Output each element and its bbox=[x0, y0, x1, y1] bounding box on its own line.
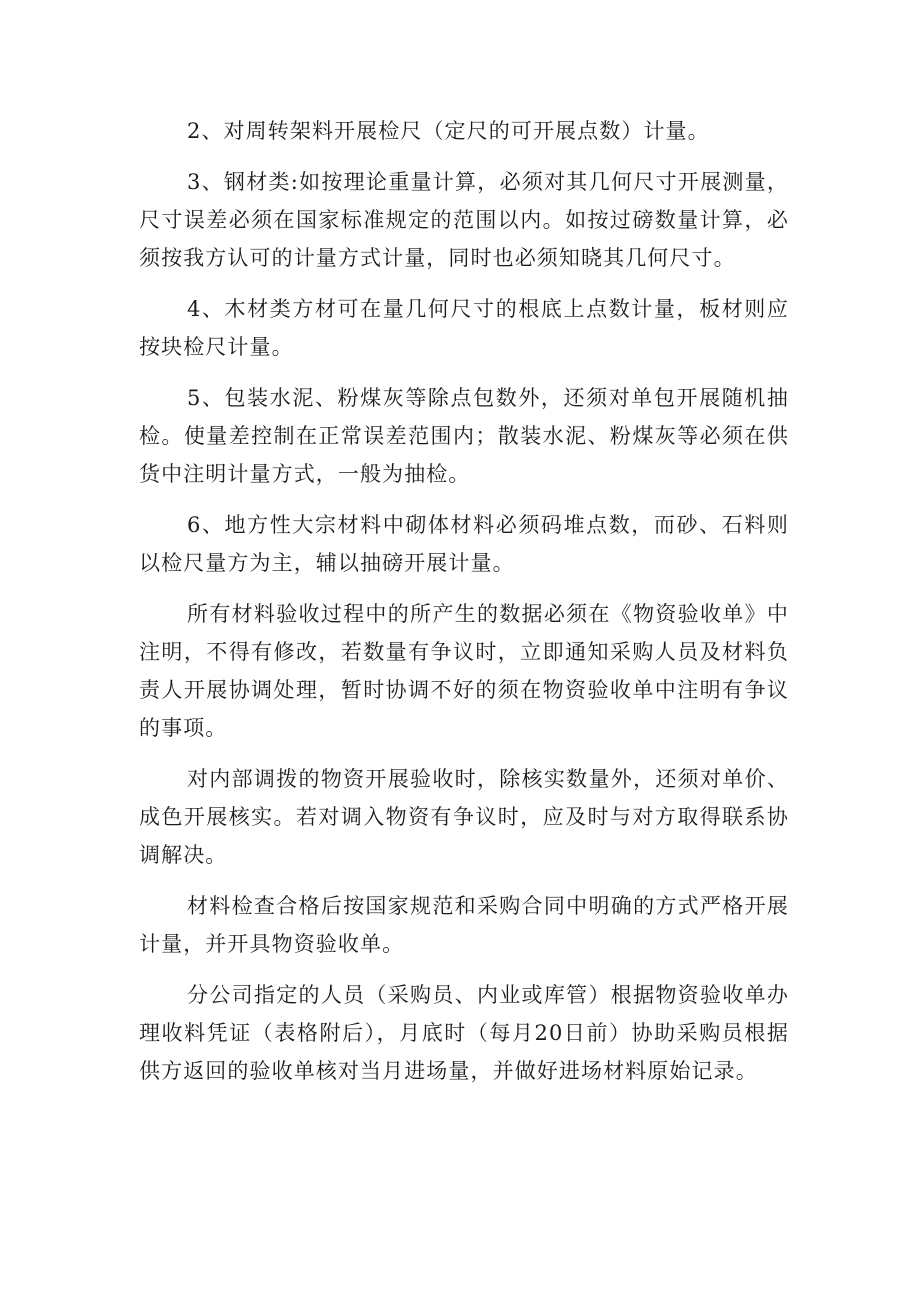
paragraph-receipt-voucher: 分公司指定的人员（采购员、内业或库管）根据物资验收单办理收料凭证（表格附后），月底时（每月20日前）协助采购员根据供方返回的验收单核对当月进场量，并做好进场材料原始记录。 bbox=[139, 983, 789, 1083]
document-body bbox=[139, 112, 789, 1103]
paragraph-acceptance-records: 所有材料验收过程中的所产生的数据必须在《物资验收单》中注明，不得有修改，若数量有争议时，立即通知采购人员及材料负责人开展协调处理，暂时协调不好的须在物资验收单中注明有争议的事项。 bbox=[139, 602, 789, 740]
paragraph-item-2: 2、对周转架料开展检尺（定尺的可开展点数）计量。 bbox=[187, 119, 710, 143]
paragraph-internal-transfer: 对内部调拨的物资开展验收时，除核实数量外，还须对单价、成色开展核实。若对调入物资有争议时，应及时与对方取得联系协调解决。 bbox=[139, 767, 789, 867]
paragraph-measurement: 材料检查合格后按国家规范和采购合同中明确的方式严格开展计量，并开具物资验收单。 bbox=[139, 894, 789, 956]
paragraph-item-3: 3、钢材类:如按理论重量计算，必须对其几何尺寸开展测量，尺寸误差必须在国家标准规定的范围以内。如按过磅数量计算，必须按我方认可的计量方式计量，同时也必须知晓其几何尺寸。 bbox=[139, 170, 789, 270]
paragraph-item-6: 6、地方性大宗材料中砌体材料必须码堆点数，而砂、石料则以检尺量方为主，辅以抽磅开展计量。 bbox=[139, 513, 789, 575]
paragraph-item-5: 5、包装水泥、粉煤灰等除点包数外，还须对单包开展随机抽检。使量差控制在正常误差范围内；散装水泥、粉煤灰等必须在供货中注明计量方式，一般为抽检。 bbox=[139, 386, 789, 486]
paragraph-item-4: 4、木材类方材可在量几何尺寸的根底上点数计量，板材则应按块检尺计量。 bbox=[139, 297, 789, 359]
